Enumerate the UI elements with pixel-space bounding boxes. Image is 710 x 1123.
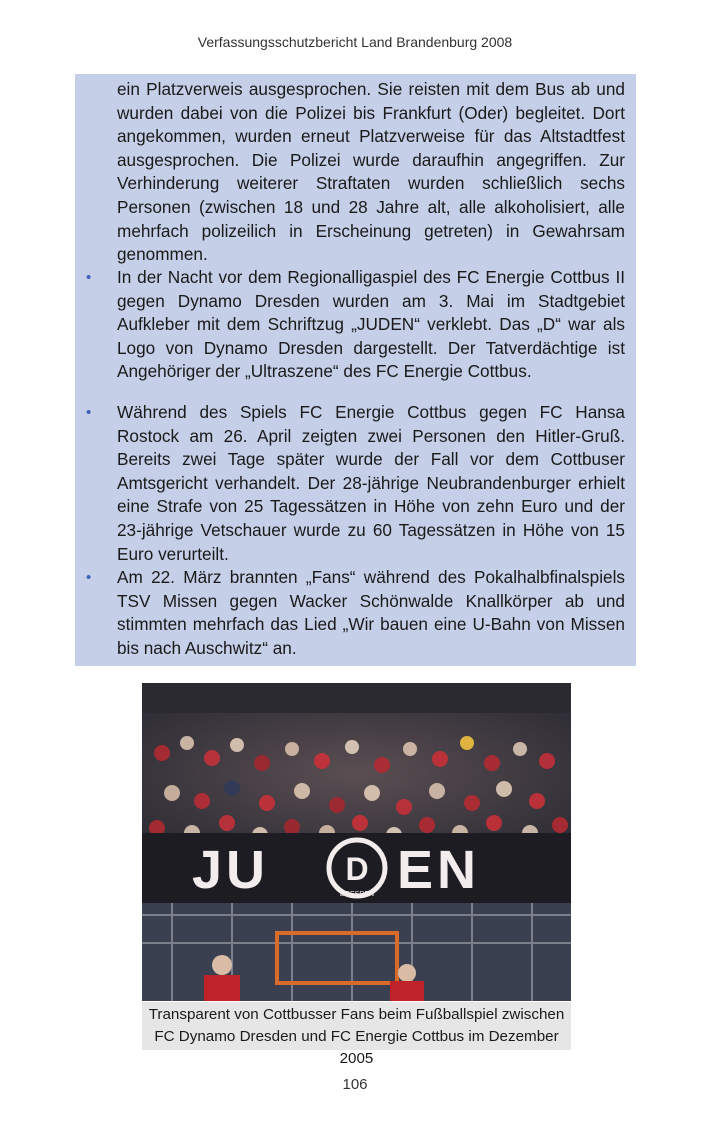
bullet-item-hitler-salute: Während des Spiels FC Energie Cottbus gegen FC Hansa Rostock am 26. April zeigten zwei Personen den Hitler-Gruß. Bereits zwei Tage später wurde der Fall vor dem Cottbuser Amtsgericht verhandelt. Der 28-jährige Neubrandenburger erhielt eine Strafe von 25 Tagessätzen in Höhe von zehn Euro und der 23-jährige Vetschauer wurde zu 60 Tagessätzen in Höhe von 15 Euro verurteilt. [117,402,625,564]
banner-logo-sub: DRESDEN [339,891,375,898]
stadium-photo-illustration [142,683,571,1001]
photo-caption: Transparent von Cottbusser Fans beim Fußballspiel zwischen FC Dynamo Dresden und FC Energie Cottbus im Dezember 2005 [148,1006,565,1067]
bullet-item-missen-firecrackers: Am 22. März brannten „Fans“ während des Pokalhalbfinalspiels TSV Missen gegen Wacker Schönwalde Knallkörper ab und stimmten mehrfach das Lied „Wir bauen eine U-Bahn von Missen bis nach Auschwitz“ an. [117,567,625,658]
banner-text-right: EN [397,840,481,900]
bullet-marker: • [86,569,92,586]
bullet-item-juden-stickers: In der Nacht vor dem Regionalligaspiel des FC Energie Cottbus II gegen Dynamo Dresden wurden am 3. Mai im Stadtgebiet Aufkleber mit dem Schriftzug „JUDEN“ verklebt. Das „D“ war als Logo von Dynamo Dresden dargestellt. Der Tatverdächtige ist Angehöriger der „Ultraszene“ des FC Energie Cottbus. [117,267,625,382]
bullet-marker: • [86,269,92,286]
banner-text-left: JU [192,840,270,900]
running-header: Verfassungsschutzbericht Land Brandenburg 2008 [197,34,513,50]
stadium-photo [142,683,571,1001]
banner-logo-letter: D [345,851,369,887]
bullet-marker: • [86,404,92,421]
page-number: 106 [342,1076,368,1093]
paragraph-continuation: ein Platzverweis ausgesprochen. Sie reisten mit dem Bus ab und wurden dabei von die Polizei bis Frankfurt (Oder) begleitet. Dort angekommen, wurden erneut Platzverweise für das Altstadtfest ausgesprochen. Die Polizei wurde daraufhin angegriffen. Zur Verhinderung weiterer Straftaten wurden schließlich sechs Personen (zwischen 18 und 28 Jahre alt, alle alkoholisiert, alle mehrfach polizeilich in Erscheinung getreten) in Gewahrsam genommen. [117,79,625,265]
